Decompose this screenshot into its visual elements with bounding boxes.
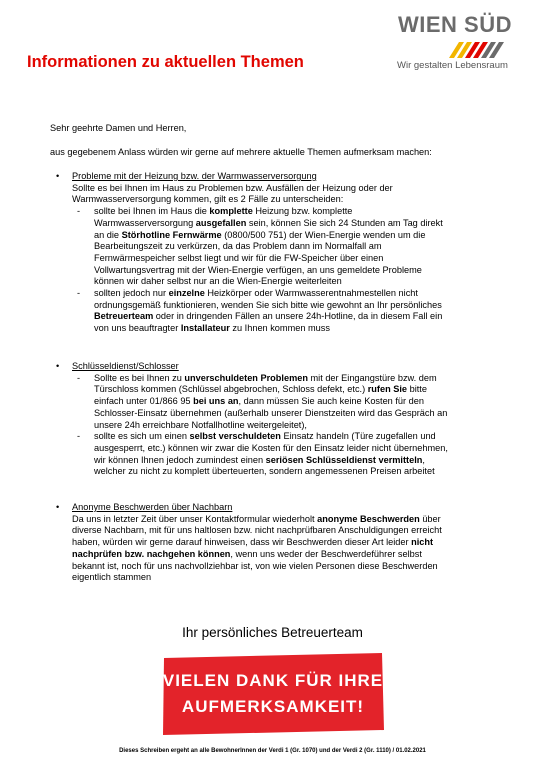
text-line: Bearbeitungszeit zu verkürzen, da das Problem dann im Normalfall am bbox=[94, 241, 382, 252]
text-line: Vollwartungsvertrag mit der Wien-Energie verfügen, an uns gemeldete Probleme bbox=[94, 264, 422, 275]
sub-item-self-fault bbox=[72, 431, 530, 478]
text-line: Sollte es bei Ihnen im Haus zu Problemen bzw. Ausfällen der Heizung oder der bbox=[72, 182, 393, 193]
logo-stripes-graphic bbox=[447, 40, 507, 60]
company-logo bbox=[385, 10, 535, 72]
text-line: ordnungsgemäß funktionieren, wenden Sie sich bitte wie gewohnt an Ihr persönliches bbox=[94, 299, 442, 310]
section-body-locksmith bbox=[72, 373, 530, 478]
text-line: Da uns in letzter Zeit über unser Kontaktformular wiederholt anonyme Beschwerden über bbox=[72, 513, 441, 524]
text-line: Warmwasserversorgung ausgefallen sein, können Sie sich 24 Stunden am Tag direkt bbox=[94, 217, 443, 228]
text-line: sollten jedoch nur einzelne Heizkörper oder Warmwasserentnahmestellen nicht bbox=[94, 288, 418, 299]
text-line: wir können Ihnen jedoch zumindest einen seriösen Schlüsseldienst vermitteln, bbox=[94, 454, 425, 465]
sub-item-single-radiator bbox=[72, 288, 530, 335]
banner-line-2: AUFMERKSAMKEIT! bbox=[181, 697, 365, 716]
bullet-icon: • bbox=[56, 171, 60, 181]
logo-wordmark: WIEN SÜD bbox=[398, 12, 512, 37]
text-line: nachprüfen bzw. nachgehen können, wenn uns weder der Beschwerdeführer selbst bbox=[72, 548, 422, 559]
text-line: Schlosser-Einsatz übernehmen (außerhalb unserer Dienstzeiten wird das Gespräch an bbox=[94, 407, 448, 418]
text-line: welcher zu nicht zu komplett überteuerten, sondern angemessenen Preisen arbeitet bbox=[94, 466, 435, 477]
text-line: ausgesperrt, etc.) können wir zwar die Kosten für den Einsatz leider nicht übernehmen, bbox=[94, 442, 448, 453]
text-line: diverse Nachbarn, mit für uns haltlosen bzw. nicht nachprüfbaren Anschuldigungen erreicht bbox=[72, 525, 442, 536]
dash-icon: - bbox=[77, 431, 81, 442]
text-line: Betreuerteam oder in dringenden Fällen an unsere 24h-Hotline, da in diesem Fall ein bbox=[94, 311, 443, 322]
bullet-icon: • bbox=[56, 502, 60, 512]
section-heading-complaints: Anonyme Beschwerden über Nachbarn bbox=[72, 502, 233, 512]
section-body-complaints bbox=[72, 514, 530, 584]
text-line: haben, würden wir gerne darauf hinweisen, dass wir Beschwerden dieser Art leider nicht bbox=[72, 537, 434, 548]
text-line: eigentlich stammen bbox=[72, 572, 152, 583]
intro-text: aus gegebenem Anlass würden wir gerne auf mehrere aktuelle Themen aufmerksam machen: bbox=[50, 147, 432, 157]
text-line: bekannt ist, noch für uns nachvollziehbar ist, von wie vielen Personen diese Beschwerden bbox=[72, 560, 438, 571]
sub-item-unfault bbox=[72, 373, 530, 432]
bullet-icon: • bbox=[56, 361, 60, 371]
section-heating bbox=[50, 171, 530, 335]
text-line: sollte bei Ihnen im Haus die komplette Heizung bzw. komplette bbox=[94, 206, 353, 217]
footer-note: Dieses Schreiben ergeht an alle BewohnerInnen der Verdi 1 (Gr. 1070) und der Verdi 2 (Gr. 1110) / 01.02.2021 bbox=[119, 748, 426, 754]
dash-icon: - bbox=[77, 372, 81, 383]
section-heading-locksmith: Schlüsseldienst/Schlosser bbox=[72, 361, 179, 371]
text-line: Türschloss kommen (Schlüssel abgebrochen, Schloss defekt, etc.) rufen Sie bitte bbox=[94, 384, 427, 395]
text-line: von uns beauftragter Installateur zu Ihnen kommen muss bbox=[94, 323, 330, 334]
text-line: können wir daher selbst nur an die Wien-Energie weiterleiten bbox=[94, 276, 342, 287]
page-title: Informationen zu aktuellen Themen bbox=[27, 53, 304, 71]
section-heading-heating: Probleme mit der Heizung bzw. der Warmwasserversorgung bbox=[72, 171, 317, 181]
logo-tagline: Wir gestalten Lebensraum bbox=[397, 60, 508, 71]
section-body-heating bbox=[72, 183, 530, 335]
text-line: Fernwärmespeicher selbst liegt und wir für die FW-Speicher über einen bbox=[94, 252, 384, 263]
text-line: sollte es sich um einen selbst verschuldeten Einsatz handeln (Türe zugefallen und bbox=[94, 431, 436, 442]
banner-shape bbox=[163, 653, 384, 735]
thank-you-banner bbox=[160, 650, 387, 738]
dash-icon: - bbox=[77, 206, 81, 217]
banner-line-1: VIELEN DANK FÜR IHRE bbox=[162, 671, 384, 690]
section-locksmith bbox=[50, 361, 530, 478]
dash-icon: - bbox=[77, 288, 81, 299]
salutation: Sehr geehrte Damen und Herren, bbox=[50, 123, 187, 133]
text-line: einfach unter 01/866 95 bei uns an, dann müssen Sie auch keine Kosten für den bbox=[94, 396, 424, 407]
text-line: Sollte es bei Ihnen zu unverschuldeten Problemen mit der Eingangstüre bzw. dem bbox=[94, 372, 437, 383]
sub-item-complete-failure bbox=[72, 206, 530, 288]
text-line: unsere 24h erreichbare Notfallhotline weitergeleitet), bbox=[94, 419, 307, 430]
text-line: an die Störhotline Fernwärme (0800/500 751) der Wien-Energie wenden um die bbox=[94, 229, 426, 240]
text-line: Warmwasserversorgung kommen, gilt es 2 Fälle zu unterscheiden: bbox=[72, 194, 344, 205]
signature-team: Ihr persönliches Betreuerteam bbox=[182, 625, 363, 640]
section-complaints bbox=[50, 502, 530, 584]
